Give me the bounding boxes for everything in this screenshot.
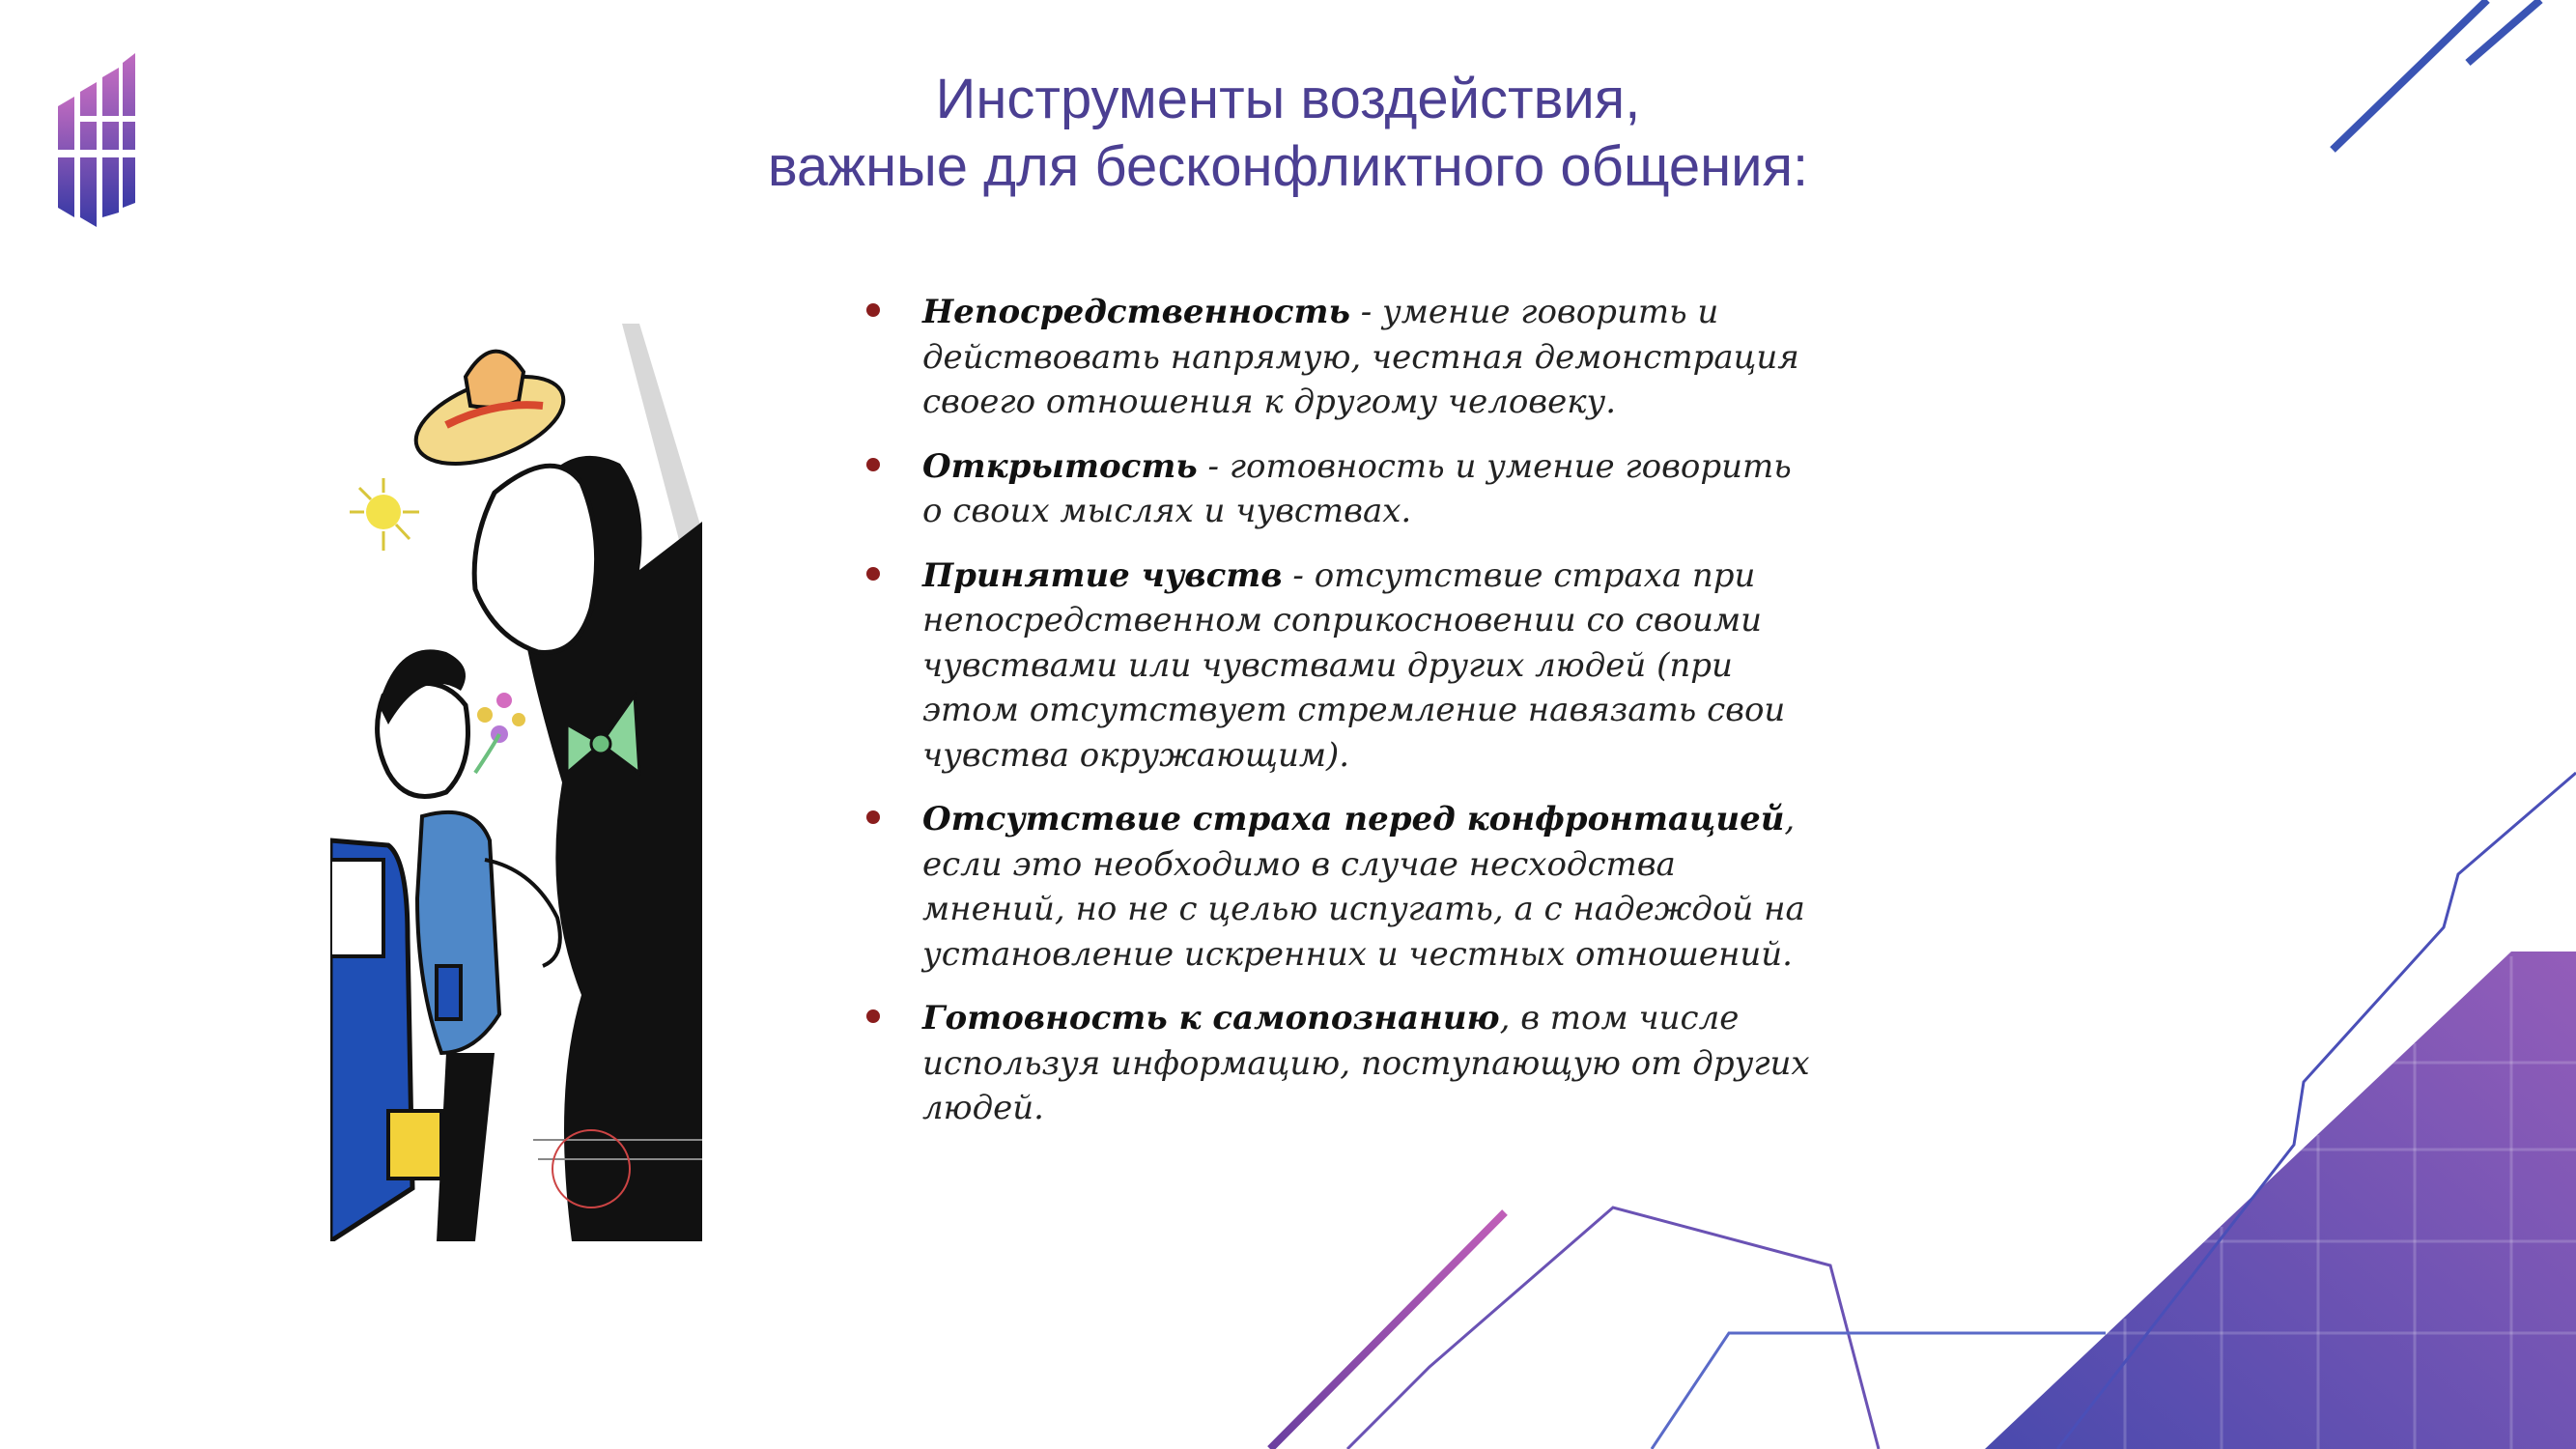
bottom-thin-line-1 — [1347, 1208, 1879, 1449]
list-item-text: - готовность и умение говорить о своих мыслях и чувствах. — [922, 446, 1792, 530]
bullet-dot-icon — [866, 458, 880, 471]
title-line-2: важные для бесконфликтного общения: — [767, 135, 1809, 198]
list-item-term: Открытость — [922, 446, 1198, 486]
bullet-dot-icon — [866, 810, 880, 824]
list-item-term: Готовность к самопознанию — [922, 999, 1500, 1037]
cartoon-illustration — [330, 319, 702, 1241]
slide-title — [0, 66, 2576, 201]
list-item-term: Принятие чувств — [922, 555, 1283, 595]
list-item-term: Отсутствие страха перед конфронтацией — [922, 800, 1785, 838]
list-item-text: , если это необходимо в случае несходства мнений, но не с целью испугать, а с надеждой на установление искренних и честных отношений. — [922, 800, 1805, 974]
list-item — [855, 290, 1821, 425]
list-item-term: Непосредственность — [922, 293, 1350, 331]
list-item-text: , в том числе используя информацию, поступающую от других людей. — [922, 999, 1810, 1127]
bullet-dot-icon — [866, 1009, 880, 1023]
bullet-dot-icon — [866, 303, 880, 317]
list-item — [855, 554, 1821, 779]
list-item — [855, 996, 1821, 1131]
list-item-text: - отсутствие страха при непосредственном соприкосновении со своими чувствами или чувствами других людей (при этом отсутствует стремление навязать свои чувства окружающим). — [922, 555, 1786, 775]
list-item-text: - умение говорить и действовать напрямую, честная демонстрация своего отношения к другому человеку. — [922, 293, 1799, 421]
title-line-1: Инструменты воздействия, — [935, 68, 1641, 130]
list-item — [855, 797, 1821, 977]
bottom-right-grid — [1985, 952, 2576, 1449]
bullet-dot-icon — [866, 567, 880, 581]
bullet-list — [855, 290, 1821, 1151]
list-item — [855, 444, 1821, 534]
